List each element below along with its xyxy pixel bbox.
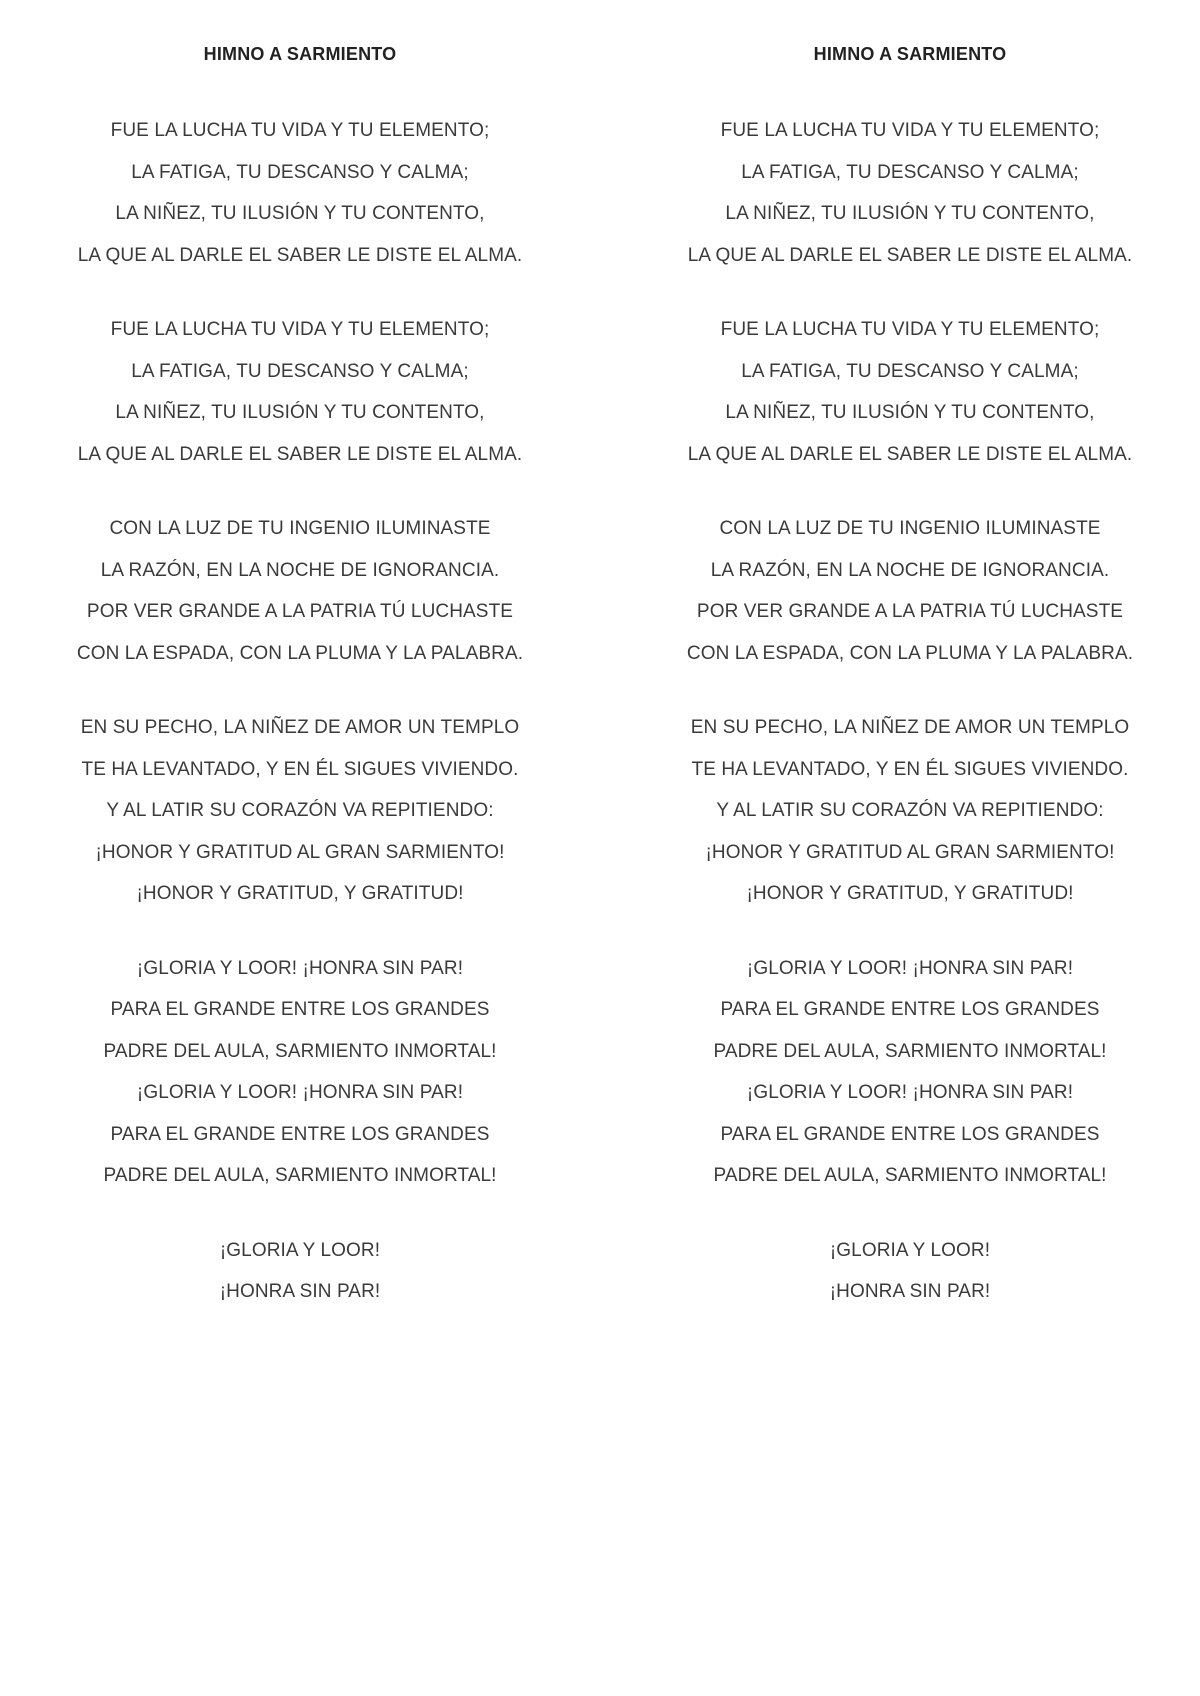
stanza <box>610 948 1200 1197</box>
verse-line: PARA EL GRANDE ENTRE LOS GRANDES <box>720 1123 1100 1145</box>
verse-line: LA RAZÓN, EN LA NOCHE DE IGNORANCIA. <box>710 559 1110 581</box>
stanza <box>0 707 600 915</box>
stanza <box>0 309 600 475</box>
verse-line: CON LA ESPADA, CON LA PLUMA Y LA PALABRA. <box>686 642 1134 664</box>
verse-line: PARA EL GRANDE ENTRE LOS GRANDES <box>110 999 490 1020</box>
stanza <box>610 110 1200 276</box>
stanza <box>610 1230 1200 1313</box>
verse-line: ¡GLORIA Y LOOR! ¡HONRA SIN PAR! <box>746 1082 1074 1103</box>
verse-line: LA NIÑEZ, TU ILUSIÓN Y TU CONTENTO, <box>115 402 485 423</box>
verse-line: PARA EL GRANDE ENTRE LOS GRANDES <box>720 999 1100 1020</box>
verse-line: ¡GLORIA Y LOOR! <box>219 1239 381 1261</box>
verse-line: EN SU PECHO, LA NIÑEZ DE AMOR UN TEMPLO <box>80 717 520 738</box>
verse-line: TE HA LEVANTADO, Y EN ÉL SIGUES VIVIENDO. <box>691 758 1129 780</box>
hymn-title: HIMNO A SARMIENTO <box>203 44 397 64</box>
stanza <box>0 110 600 276</box>
verse-line: LA NIÑEZ, TU ILUSIÓN Y TU CONTENTO, <box>725 203 1095 224</box>
verse-line: FUE LA LUCHA TU VIDA Y TU ELEMENTO; <box>720 319 1100 340</box>
verse-line: PADRE DEL AULA, SARMIENTO INMORTAL! <box>103 1165 497 1186</box>
stanza <box>0 508 600 674</box>
verse-line: Y AL LATIR SU CORAZÓN VA REPITIENDO: <box>106 800 494 821</box>
verse-line: ¡HONOR Y GRATITUD, Y GRATITUD! <box>746 883 1074 904</box>
verse-line: LA NIÑEZ, TU ILUSIÓN Y TU CONTENTO, <box>725 402 1095 423</box>
stanza <box>610 707 1200 915</box>
stanza <box>0 1230 600 1313</box>
verse-line: LA QUE AL DARLE EL SABER LE DISTE EL ALMA. <box>687 244 1133 266</box>
verse-line: EN SU PECHO, LA NIÑEZ DE AMOR UN TEMPLO <box>690 717 1130 738</box>
right-copy-column <box>610 42 1200 1346</box>
verse-line: LA QUE AL DARLE EL SABER LE DISTE EL ALMA. <box>77 244 523 266</box>
verse-line: ¡HONOR Y GRATITUD AL GRAN SARMIENTO! <box>705 841 1115 863</box>
verse-line: CON LA LUZ DE TU INGENIO ILUMINASTE <box>719 518 1101 539</box>
verse-line: ¡HONRA SIN PAR! <box>829 1281 991 1302</box>
verse-line: LA FATIGA, TU DESCANSO Y CALMA; <box>131 360 469 382</box>
verse-line: Y AL LATIR SU CORAZÓN VA REPITIENDO: <box>716 800 1104 821</box>
verse-line: ¡GLORIA Y LOOR! ¡HONRA SIN PAR! <box>136 957 464 979</box>
verse-line: LA FATIGA, TU DESCANSO Y CALMA; <box>131 161 469 183</box>
verse-line: POR VER GRANDE A LA PATRIA TÚ LUCHASTE <box>86 601 514 622</box>
hymn-title: HIMNO A SARMIENTO <box>813 44 1007 64</box>
verse-line: LA FATIGA, TU DESCANSO Y CALMA; <box>741 360 1079 382</box>
verse-line: LA QUE AL DARLE EL SABER LE DISTE EL ALMA. <box>77 443 523 465</box>
verse-line: TE HA LEVANTADO, Y EN ÉL SIGUES VIVIENDO. <box>81 758 519 780</box>
verse-line: CON LA LUZ DE TU INGENIO ILUMINASTE <box>109 518 491 539</box>
verse-line: ¡HONOR Y GRATITUD, Y GRATITUD! <box>136 883 464 904</box>
stanza <box>610 309 1200 475</box>
verse-line: PADRE DEL AULA, SARMIENTO INMORTAL! <box>103 1040 497 1062</box>
verse-line: ¡GLORIA Y LOOR! ¡HONRA SIN PAR! <box>746 957 1074 979</box>
verse-line: FUE LA LUCHA TU VIDA Y TU ELEMENTO; <box>110 319 490 340</box>
verse-line: LA NIÑEZ, TU ILUSIÓN Y TU CONTENTO, <box>115 203 485 224</box>
verse-line: FUE LA LUCHA TU VIDA Y TU ELEMENTO; <box>720 120 1100 141</box>
verse-line: LA RAZÓN, EN LA NOCHE DE IGNORANCIA. <box>100 559 500 581</box>
verse-line: ¡GLORIA Y LOOR! ¡HONRA SIN PAR! <box>136 1082 464 1103</box>
verse-line: ¡HONOR Y GRATITUD AL GRAN SARMIENTO! <box>95 841 505 863</box>
verse-line: LA FATIGA, TU DESCANSO Y CALMA; <box>741 161 1079 183</box>
verse-line: POR VER GRANDE A LA PATRIA TÚ LUCHASTE <box>696 601 1124 622</box>
verse-line: PADRE DEL AULA, SARMIENTO INMORTAL! <box>713 1040 1107 1062</box>
stanza-list <box>610 110 1200 1313</box>
verse-line: FUE LA LUCHA TU VIDA Y TU ELEMENTO; <box>110 120 490 141</box>
verse-line: CON LA ESPADA, CON LA PLUMA Y LA PALABRA. <box>76 642 524 664</box>
verse-line: ¡HONRA SIN PAR! <box>219 1281 381 1302</box>
verse-line: PADRE DEL AULA, SARMIENTO INMORTAL! <box>713 1165 1107 1186</box>
left-copy-column <box>0 42 600 1346</box>
verse-line: ¡GLORIA Y LOOR! <box>829 1239 991 1261</box>
stanza <box>0 948 600 1197</box>
verse-line: PARA EL GRANDE ENTRE LOS GRANDES <box>110 1123 490 1145</box>
verse-line: LA QUE AL DARLE EL SABER LE DISTE EL ALMA. <box>687 443 1133 465</box>
stanza <box>610 508 1200 674</box>
stanza-list <box>0 110 600 1313</box>
